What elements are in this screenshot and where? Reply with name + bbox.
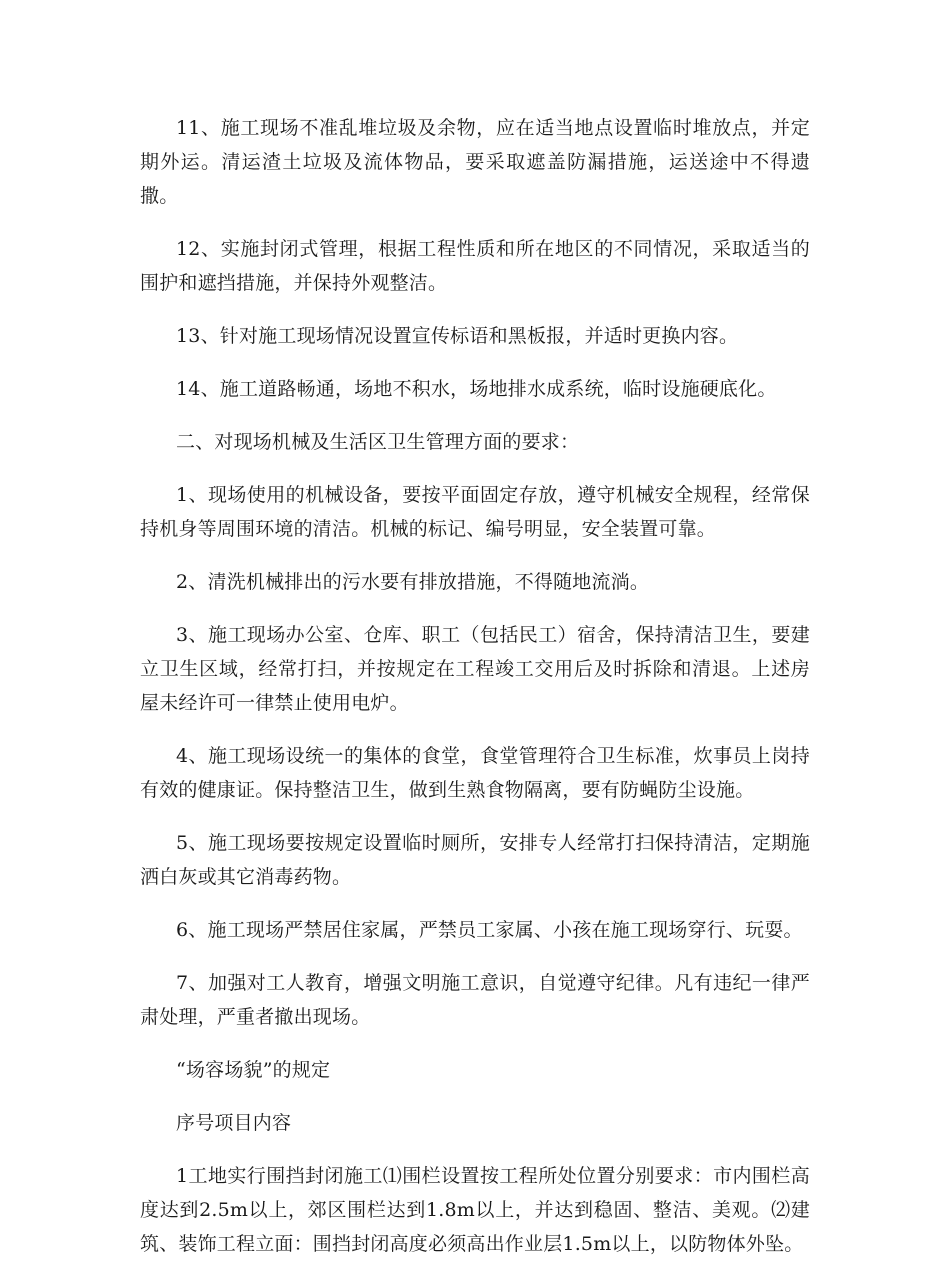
table-row-1: 1工地实行围挡封闭施工⑴围栏设置按工程所处位置分别要求：市内围栏高度达到2.5m以上，郊区围栏达到1.8m以上，并达到稳固、整洁、美观。⑵建筑、装饰工程立面：围挡封闭高度必须高出作业层1.5m以上，以防物体外坠。	[140, 1165, 810, 1255]
paragraph-item-6: 6、施工现场严禁居住家属，严禁员工家属、小孩在施工现场穿行、玩耍。	[176, 919, 803, 941]
paragraph-item-5: 5、施工现场要按规定设置临时厕所，安排专人经常打扫保持清洁，定期施洒白灰或其它消毒药物。	[140, 832, 810, 888]
paragraph-item-7: 7、加强对工人教育，增强文明施工意识，自觉遵守纪律。凡有违纪一律严肃处理，严重者撤出现场。	[140, 972, 810, 1028]
paragraph-item-4: 4、施工现场设统一的集体的食堂，食堂管理符合卫生标准，炊事员上岗持有效的健康证。保持整洁卫生，做到生熟食物隔离，要有防蝇防尘设施。	[140, 745, 810, 801]
site-appearance-heading: “场容场貌”的规定	[176, 1059, 331, 1081]
paragraph-item-14: 14、施工道路畅通，场地不积水，场地排水成系统，临时设施硬底化。	[176, 378, 777, 400]
paragraph-item-2: 2、清洗机械排出的污水要有排放措施，不得随地流淌。	[176, 571, 650, 593]
paragraph-item-11: 11、施工现场不准乱堆垃圾及余物，应在适当地点设置临时堆放点，并定期外运。清运渣土垃圾及流体物品，要采取遮盖防漏措施，运送途中不得遗撒。	[140, 117, 810, 207]
paragraph-item-3: 3、施工现场办公室、仓库、职工（包括民工）宿舍，保持清洁卫生，要建立卫生区域，经常打扫，并按规定在工程竣工交用后及时拆除和清退。上述房屋未经许可一律禁止使用电炉。	[140, 624, 810, 714]
paragraph-item-1: 1、现场使用的机械设备，要按平面固定存放，遵守机械安全规程，经常保持机身等周围环境的清洁。机械的标记、编号明显，安全装置可靠。	[140, 484, 810, 540]
paragraph-item-12: 12、实施封闭式管理，根据工程性质和所在地区的不同情况，采取适当的围护和遮挡措施，并保持外观整洁。	[140, 238, 810, 294]
paragraph-item-13: 13、针对施工现场情况设置宣传标语和黑板报，并适时更换内容。	[176, 325, 739, 347]
section-heading-machinery-hygiene: 二、对现场机械及生活区卫生管理方面的要求：	[176, 431, 580, 453]
table-header-line: 序号项目内容	[176, 1112, 292, 1134]
